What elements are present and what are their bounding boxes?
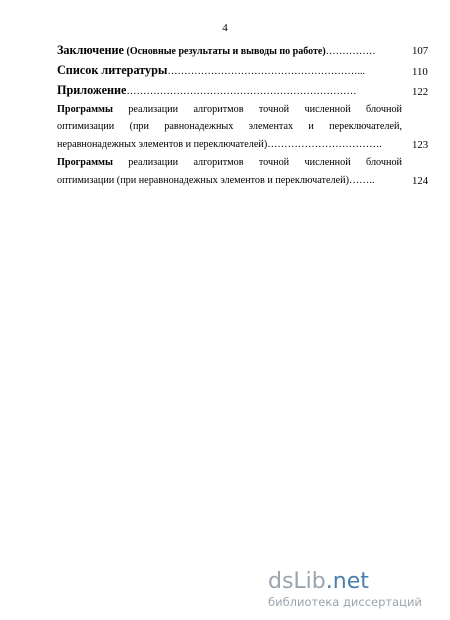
- toc-entry-text: оптимизации (при равнонадежных элементах и переключателей,: [57, 121, 402, 132]
- toc-leader: ……..: [348, 175, 375, 186]
- toc-leader: …………………………….: [267, 139, 382, 150]
- toc-entry-programs-2-line1: [57, 157, 402, 168]
- toc-page-ref: 107: [412, 45, 429, 57]
- toc-entry-text: реализации алгоритмов точной численной блочной: [128, 104, 402, 115]
- toc-entry-title: Заключение: [57, 43, 124, 57]
- toc-page-ref: 122: [412, 86, 429, 98]
- toc-entry-programs-1-line1: [57, 104, 402, 115]
- toc-page-ref: 124: [412, 175, 429, 187]
- toc-entry-conclusion: [57, 43, 402, 58]
- toc-entry-text: неравнонадежных элементов и переключателей): [57, 139, 268, 150]
- watermark: [268, 570, 438, 609]
- page-number: 4: [222, 22, 228, 34]
- toc-entry-appendix: [57, 83, 402, 98]
- watermark-subtitle: библиотека диссертаций: [268, 595, 422, 609]
- toc-entry-text: оптимизации (при неравнонадежных элементов и переключателей): [57, 175, 349, 186]
- toc-page-ref: 123: [412, 139, 429, 151]
- toc-entry-title: Приложение: [57, 83, 127, 97]
- toc-entry-head: Программы: [57, 104, 113, 115]
- watermark-logo-main: dsLib: [268, 569, 326, 594]
- toc-entry-programs-2-line2: [57, 175, 402, 186]
- watermark-logo-tld: .net: [325, 569, 369, 594]
- toc-leader: ……………………………………………………………: [126, 86, 357, 97]
- toc-page-ref: 110: [412, 66, 428, 78]
- toc-entry-subtitle: (Основные результаты и выводы по работе): [123, 46, 326, 57]
- toc-entry-programs-1-line2: [57, 121, 402, 132]
- toc-entry-title: Список литературы: [57, 63, 168, 77]
- toc-entry-text: реализации алгоритмов точной численной блочной: [128, 157, 402, 168]
- toc-entry-head: Программы: [57, 157, 113, 168]
- toc-entry-programs-1-line3: [57, 139, 402, 150]
- toc-leader: …………………………………………………...: [167, 66, 365, 77]
- toc-entry-bibliography: [57, 63, 402, 78]
- watermark-logo: [268, 570, 438, 594]
- toc-leader: ……………: [325, 46, 376, 57]
